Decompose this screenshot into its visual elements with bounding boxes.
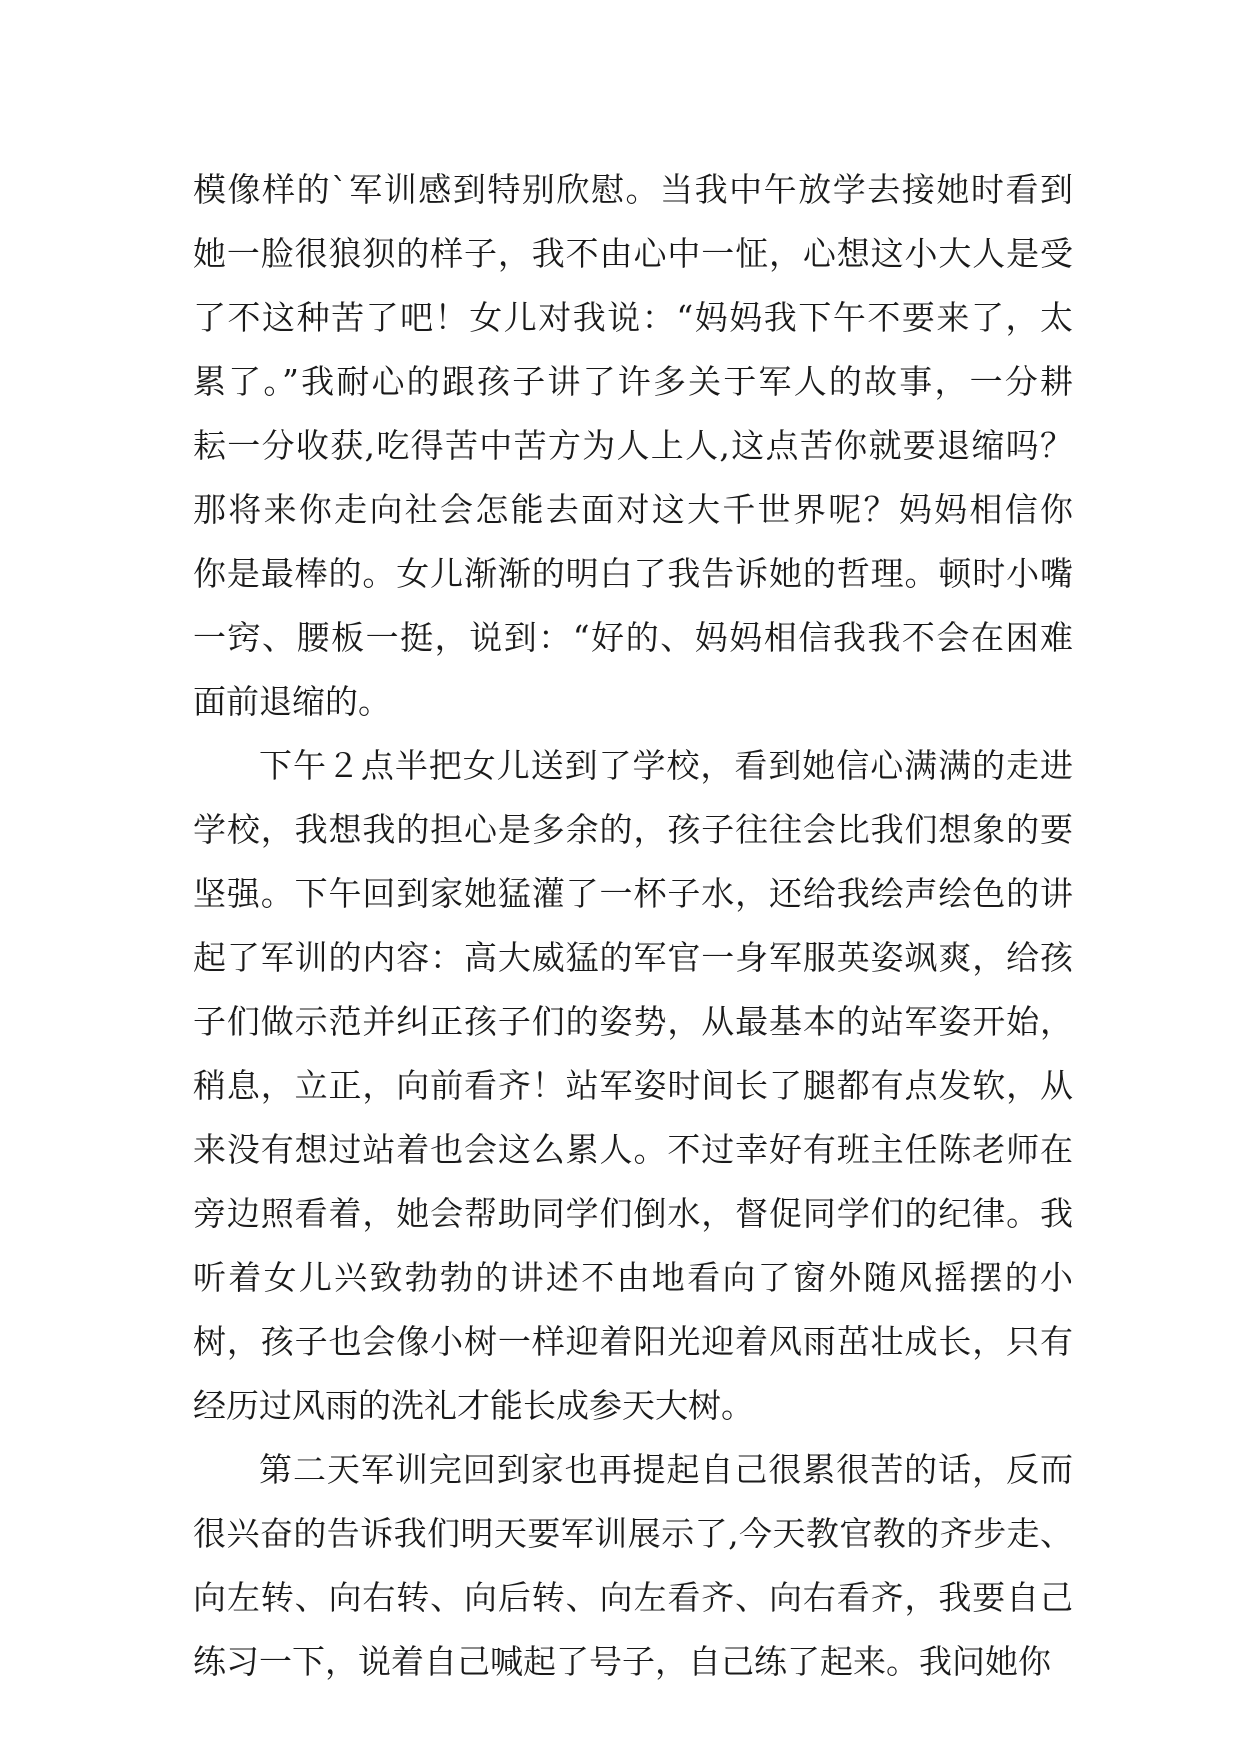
text-line: 累了。”我耐心的跟孩子讲了许多关于军人的故事，一分耕 <box>193 362 1073 401</box>
text-line: 下午２点半把女儿送到了学校，看到她信心满满的走进 <box>259 746 1073 785</box>
text-line: 练习一下，说着自己喊起了号子，自己练了起来。我问她你 <box>193 1642 1051 1681</box>
document-body <box>193 158 1073 1694</box>
text-line: 经历过风雨的洗礼才能长成参天大树。 <box>193 1386 754 1425</box>
text-line: 来没有想过站着也会这么累人。不过幸好有班主任陈老师在 <box>193 1130 1073 1169</box>
text-line: 第二天军训完回到家也再提起自己很累很苦的话，反而 <box>259 1450 1073 1489</box>
text-line: 很兴奋的告诉我们明天要军训展示了,今天教官教的齐步走、 <box>193 1514 1073 1553</box>
text-line: 面前退缩的。 <box>193 682 391 721</box>
text-line: 旁边照看着，她会帮助同学们倒水，督促同学们的纪律。我 <box>193 1194 1073 1233</box>
text-line: 模像样的`军训感到特别欣慰。当我中午放学去接她时看到 <box>193 170 1073 209</box>
text-line: 向左转、向右转、向后转、向左看齐、向右看齐，我要自己 <box>193 1578 1073 1617</box>
text-line: 耘一分收获,吃得苦中苦方为人上人,这点苦你就要退缩吗？ <box>193 426 1073 465</box>
paragraph <box>193 158 1073 734</box>
text-line: 那将来你走向社会怎能去面对这大千世界呢？妈妈相信你 <box>193 490 1073 529</box>
text-line: 了不这种苦了吧！女儿对我说：“妈妈我下午不要来了，太 <box>193 298 1073 337</box>
text-line: 听着女儿兴致勃勃的讲述不由地看向了窗外随风摇摆的小 <box>193 1258 1073 1297</box>
text-line: 学校，我想我的担心是多余的，孩子往往会比我们想象的要 <box>193 810 1073 849</box>
text-line: 稍息，立正，向前看齐！站军姿时间长了腿都有点发软，从 <box>193 1066 1073 1105</box>
text-line: 坚强。下午回到家她猛灌了一杯子水，还给我绘声绘色的讲 <box>193 874 1073 913</box>
paragraph <box>193 734 1073 1438</box>
text-line: 起了军训的内容：高大威猛的军官一身军服英姿飒爽，给孩 <box>193 938 1073 977</box>
text-line: 树，孩子也会像小树一样迎着阳光迎着风雨茁壮成长，只有 <box>193 1322 1073 1361</box>
paragraph <box>193 1438 1073 1694</box>
text-line: 子们做示范并纠正孩子们的姿势，从最基本的站军姿开始， <box>193 1002 1073 1041</box>
text-line: 你是最棒的。女儿渐渐的明白了我告诉她的哲理。顿时小嘴 <box>193 554 1073 593</box>
text-line: 一窍、腰板一挺，说到：“好的、妈妈相信我我不会在困难 <box>193 618 1073 657</box>
text-line: 她一脸很狼狈的样子，我不由心中一怔，心想这小大人是受 <box>193 234 1073 273</box>
